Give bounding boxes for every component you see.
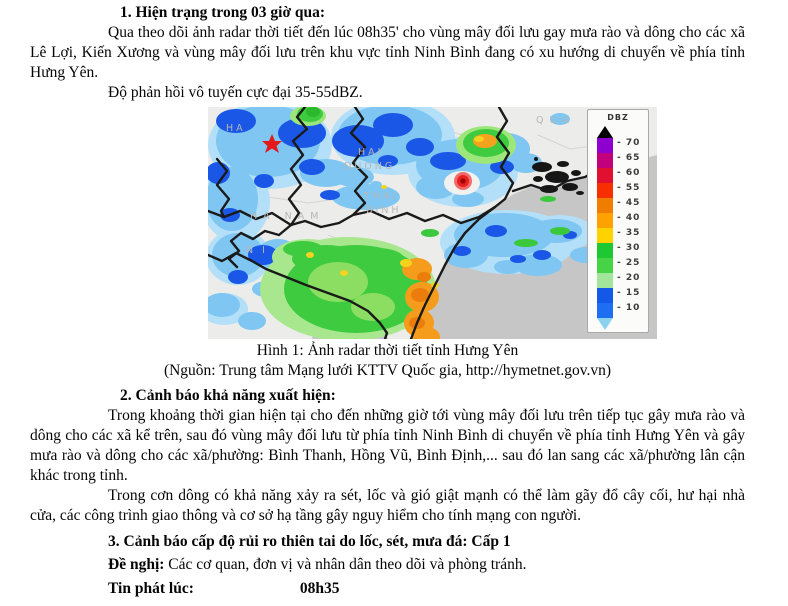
legend-tick-label: - 20 [617, 268, 640, 288]
label-ha: HA [226, 123, 246, 134]
legend-bar [597, 126, 641, 330]
legend-segment [597, 303, 641, 318]
legend-segment [597, 213, 641, 228]
label-duong: DUONG [344, 161, 396, 172]
legend-tick-label: - 15 [617, 283, 640, 303]
label-ha-nam: HA NAM [250, 211, 325, 222]
legend-arrow-top [597, 126, 613, 138]
section1-reflectivity-line: Độ phản hồi vô tuyến cực đại 35-55dBZ. [108, 84, 363, 101]
issued-time-label: Tin phát lúc: [108, 580, 194, 597]
label-thai: THAI [364, 191, 399, 202]
label-qua: QUA [536, 115, 575, 126]
legend-segment [597, 168, 641, 183]
label-hai: HAI [358, 147, 384, 158]
section2-paragraph1: Trong khoảng thời gian hiện tại cho đến những giờ tới vùng mây đối lưu trên tiếp tục gây mưa rào và dông cho các xã kể trên, sau đó vùng mây đối lưu từ phía tỉnh Ninh Bình di chuyển về phía tỉnh Hưng Yên và gây mưa rào và dông cho các xã/phường: Bình Thanh, Hồng Vũ, Bình Định,... sau đó lan sang các xã/phường lân cận khác trong tỉnh. [30, 407, 745, 484]
legend-segment [597, 258, 641, 273]
legend-tick-label: - 65 [617, 148, 640, 168]
legend-tick-label: - 40 [617, 208, 640, 228]
section3-heading: 3. Cảnh báo cấp độ rủi ro thiên tai do lốc, sét, mưa đá: Cấp 1 [108, 533, 511, 550]
issued-time-line [30, 579, 745, 599]
legend-tick-label: - 30 [617, 238, 640, 258]
legend-tick-label: - 55 [617, 178, 640, 198]
legend-tick-label: - 25 [617, 253, 640, 273]
dbz-legend-title: DBZ [607, 113, 629, 122]
legend-segment [597, 228, 641, 243]
recommendation-label: Đề nghị: [108, 556, 165, 573]
legend-tick-label: - 70 [617, 133, 640, 153]
legend-tick-label: - 45 [617, 193, 640, 213]
section1-paragraph: Qua theo dõi ảnh radar thời tiết đến lúc 08h35' cho vùng mây đối lưu gay mưa rào và dông cho các xã Lê Lợi, Kiến Xương và vùng mây đối lưu trên khu vực tỉnh Ninh Bình đang có xu hướng di chuyển về phía tỉnh Hưng Yên. [30, 24, 745, 81]
section1-heading: 1. Hiện trạng trong 03 giờ qua: [120, 4, 326, 21]
legend-segment [597, 198, 641, 213]
legend-tick-label: - 10 [617, 298, 640, 318]
recommendation-line [30, 555, 745, 575]
legend-segment [597, 138, 641, 153]
legend-segment [597, 273, 641, 288]
legend-segment [597, 243, 641, 258]
legend-segment [597, 288, 641, 303]
label-binh: BINH [366, 205, 402, 216]
legend-segment [597, 183, 641, 198]
issued-time-value: 08h35 [299, 580, 340, 597]
legend-arrow-bottom [597, 318, 613, 330]
legend-tick-label: - 35 [617, 223, 640, 243]
legend-tick-label: - 60 [617, 163, 640, 183]
dbz-legend [587, 109, 649, 333]
figure-caption: Hình 1: Ảnh radar thời tiết tỉnh Hưng Yên [256, 342, 519, 359]
radar-image [208, 107, 657, 339]
storm-cell-marker-icon [454, 172, 472, 190]
section2-paragraph2: Trong cơn dông có khả năng xảy ra sét, lốc và gió giật mạnh có thể làm gãy đổ cây cối, hư hại nhà cửa, các công trình giao thông và cơ sở hạ tầng gây nguy hiểm cho tính mạng con người. [30, 487, 745, 524]
label-ninh-partial: N I [246, 245, 268, 256]
section2-heading: 2. Cảnh báo khả năng xuất hiện: [120, 387, 336, 404]
recommendation-text: Các cơ quan, đơn vị và nhân dân theo dõi và phòng tránh. [164, 556, 527, 573]
figure-source: (Nguồn: Trung tâm Mạng lưới KTTV Quốc gia, http://hymetnet.gov.vn) [163, 362, 612, 379]
legend-segment [597, 153, 641, 168]
